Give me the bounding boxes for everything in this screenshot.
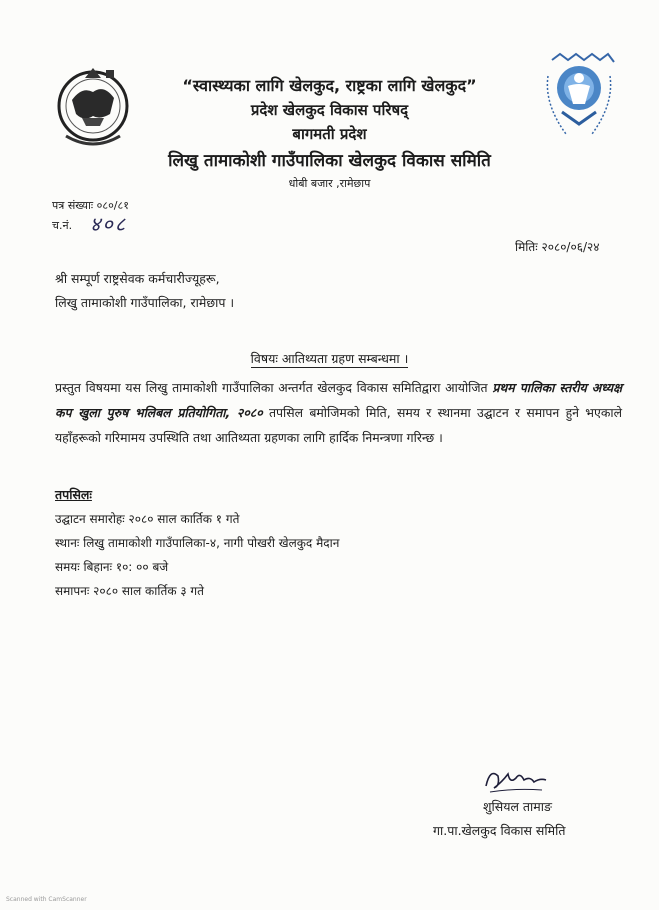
addressee-line-2: लिखु तामाकोशी गाउँपालिका, रामेछाप ।	[55, 295, 235, 310]
dispatch-number: ४०८	[90, 212, 128, 236]
addressee-line-1: श्री सम्पूर्ण राष्ट्रसेवक कर्मचारीज्यूहरू,	[55, 271, 220, 286]
detail-item-closing: समापनः २०८० साल कार्तिक ३ गते	[55, 584, 205, 598]
body-emphasis: प्रथम पालिका स्तरीय अध्यक्ष कप खुला पुरुष भलिबल प्रतियोगिता, २०८०	[55, 380, 622, 420]
province-name: बागमती प्रदेश	[292, 125, 367, 143]
slogan-heading: “स्वास्थ्यका लागि खेलकुद, राष्ट्रका लागि खेलकुद”	[182, 76, 477, 95]
detail-item-venue: स्थानः लिखु तामाकोशी गाउँपालिका-४, नागी पोखरी खेलकुद मैदान	[55, 536, 340, 550]
letter-body	[55, 375, 622, 450]
subject-text: विषयः आतिथ्यता ग्रहण सम्बन्धमा ।	[250, 351, 409, 366]
dispatch-label: च.नं.	[52, 219, 73, 232]
details-heading: तपसिलः	[55, 487, 92, 502]
committee-name: लिखु तामाकोशी गाउँपालिका खेलकुद विकास समिति	[168, 151, 491, 171]
body-rest: तपसिल बमोजिमको मिति, समय र स्थानमा उद्घाटन र समापन हुने भएकाले यहाँहरूको गरिमामय उपस्थिति तथा आतिथ्यता ग्रहणका लागि हार्दिक निमन्त्रणा गरिन्छ ।	[55, 405, 622, 445]
detail-item-opening: उद्घाटन समारोहः २०८० साल कार्तिक १ गते	[55, 512, 240, 526]
council-name: प्रदेश खेलकुद विकास परिषद्	[250, 101, 409, 119]
letter-date: मितिः २०८०/०६/२४	[515, 240, 600, 254]
subject-line	[0, 350, 659, 367]
body-intro: प्रस्तुत विषयमा यस लिखु तामाकोशी गाउँपालिका अन्तर्गत खेलकुद विकास समितिद्वारा आयोजित	[55, 380, 493, 395]
scanner-watermark: Scanned with CamScanner	[6, 896, 87, 903]
letter-number: पत्र संख्याः ०८०/८१	[52, 199, 129, 212]
signatory-title: गा.पा.खेलकुद विकास समिति	[433, 823, 566, 838]
detail-item-time: समयः बिहानः १०: ०० बजे	[55, 560, 169, 574]
location-text: धोबी बजार ,रामेछाप	[288, 177, 371, 190]
signatory-name: शुसियल तामाङ	[483, 799, 552, 814]
handwritten-signature	[480, 762, 550, 798]
